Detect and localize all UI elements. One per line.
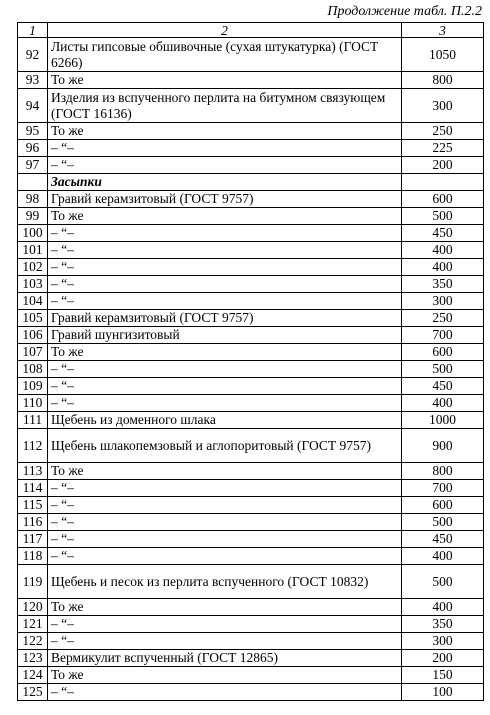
row-description: – “– [48,633,402,650]
row-value: 300 [402,293,484,310]
row-description: Гравий керамзитовый (ГОСТ 9757) [48,310,402,327]
row-description: – “– [48,514,402,531]
row-number: 103 [18,276,48,293]
table-row [18,38,484,72]
row-number: 102 [18,259,48,276]
row-number: 114 [18,480,48,497]
row-value: 800 [402,72,484,89]
table-row [18,293,484,310]
row-description: – “– [48,497,402,514]
row-description: – “– [48,395,402,412]
row-description: Листы гипсовые обшивочные (сухая штукатурка) (ГОСТ 6266) [48,38,402,72]
table-row [18,225,484,242]
row-number: 115 [18,497,48,514]
row-value: 900 [402,429,484,463]
row-number: 112 [18,429,48,463]
row-value: 200 [402,650,484,667]
row-value: 700 [402,480,484,497]
row-description: То же [48,72,402,89]
row-value: 350 [402,276,484,293]
row-description: Щебень шлакопемзовый и аглопоритовый (ГОСТ 9757) [48,429,402,463]
row-value: 600 [402,344,484,361]
row-value [402,174,484,191]
row-description: – “– [48,225,402,242]
row-value: 500 [402,514,484,531]
row-description: То же [48,208,402,225]
table-row [18,548,484,565]
row-value: 225 [402,140,484,157]
row-description: Засыпки [48,174,402,191]
row-value: 400 [402,259,484,276]
table-row [18,497,484,514]
table-row [18,310,484,327]
section-header-row [18,174,484,191]
table-row [18,565,484,599]
column-header-3: 3 [402,23,484,38]
row-description: – “– [48,684,402,701]
row-number: 125 [18,684,48,701]
row-description: – “– [48,480,402,497]
row-value: 450 [402,225,484,242]
row-value: 200 [402,157,484,174]
row-description: Изделия из вспученного перлита на битумном связующем (ГОСТ 16136) [48,89,402,123]
table-row [18,667,484,684]
table-row [18,650,484,667]
row-number: 97 [18,157,48,174]
row-description: – “– [48,293,402,310]
row-value: 400 [402,548,484,565]
row-number: 122 [18,633,48,650]
row-description: – “– [48,140,402,157]
table-row [18,191,484,208]
row-value: 500 [402,361,484,378]
row-value: 250 [402,310,484,327]
table-row [18,89,484,123]
row-value: 600 [402,497,484,514]
row-value: 300 [402,89,484,123]
row-number: 101 [18,242,48,259]
row-value: 700 [402,327,484,344]
row-number: 111 [18,412,48,429]
row-description: – “– [48,378,402,395]
row-number: 118 [18,548,48,565]
row-description: – “– [48,242,402,259]
table-row [18,361,484,378]
row-description: – “– [48,157,402,174]
row-description: То же [48,123,402,140]
row-number: 104 [18,293,48,310]
table-row [18,429,484,463]
row-number: 95 [18,123,48,140]
row-number: 119 [18,565,48,599]
row-description: – “– [48,531,402,548]
row-value: 800 [402,463,484,480]
row-value: 450 [402,531,484,548]
row-description: Гравий керамзитовый (ГОСТ 9757) [48,191,402,208]
table-row [18,157,484,174]
row-description: Щебень и песок из перлита вспученного (ГОСТ 10832) [48,565,402,599]
row-value: 1050 [402,38,484,72]
column-header-1: 1 [18,23,48,38]
row-number: 107 [18,344,48,361]
row-number: 100 [18,225,48,242]
row-value: 400 [402,395,484,412]
row-value: 150 [402,667,484,684]
row-description: То же [48,463,402,480]
table-row [18,276,484,293]
row-description: – “– [48,259,402,276]
row-number: 124 [18,667,48,684]
row-number: 105 [18,310,48,327]
row-number: 120 [18,599,48,616]
table-row [18,72,484,89]
row-description: То же [48,599,402,616]
row-description: Гравий шунгизитовый [48,327,402,344]
table-caption: Продолжение табл. П.2.2 [327,4,482,19]
column-header-2: 2 [48,23,402,38]
table-row [18,208,484,225]
table-row [18,123,484,140]
row-value: 600 [402,191,484,208]
row-value: 350 [402,616,484,633]
row-value: 500 [402,565,484,599]
row-value: 450 [402,378,484,395]
row-number: 113 [18,463,48,480]
row-number: 94 [18,89,48,123]
table-row [18,344,484,361]
column-header-row [18,23,484,38]
row-number: 123 [18,650,48,667]
table-row [18,684,484,701]
table-row [18,531,484,548]
table-body [18,38,484,701]
row-value: 1000 [402,412,484,429]
table-row [18,412,484,429]
row-number: 98 [18,191,48,208]
row-number: 106 [18,327,48,344]
table-row [18,480,484,497]
row-value: 500 [402,208,484,225]
row-description: – “– [48,616,402,633]
row-number: 109 [18,378,48,395]
row-number [18,174,48,191]
row-number: 99 [18,208,48,225]
row-value: 100 [402,684,484,701]
materials-table [17,22,484,701]
row-number: 110 [18,395,48,412]
table-row [18,463,484,480]
row-value: 250 [402,123,484,140]
row-description: – “– [48,276,402,293]
row-value: 400 [402,599,484,616]
table-row [18,633,484,650]
row-description: Щебень из доменного шлака [48,412,402,429]
row-number: 108 [18,361,48,378]
row-description: Вермикулит вспученный (ГОСТ 12865) [48,650,402,667]
row-number: 93 [18,72,48,89]
row-description: – “– [48,361,402,378]
row-value: 400 [402,242,484,259]
table-row [18,242,484,259]
table-row [18,378,484,395]
row-number: 92 [18,38,48,72]
row-description: То же [48,344,402,361]
table-row [18,616,484,633]
row-number: 96 [18,140,48,157]
row-description: То же [48,667,402,684]
row-description: – “– [48,548,402,565]
table-row [18,514,484,531]
row-value: 300 [402,633,484,650]
table-row [18,140,484,157]
table-row [18,259,484,276]
table-row [18,395,484,412]
row-number: 116 [18,514,48,531]
row-number: 121 [18,616,48,633]
table-row [18,599,484,616]
row-number: 117 [18,531,48,548]
table-row [18,327,484,344]
